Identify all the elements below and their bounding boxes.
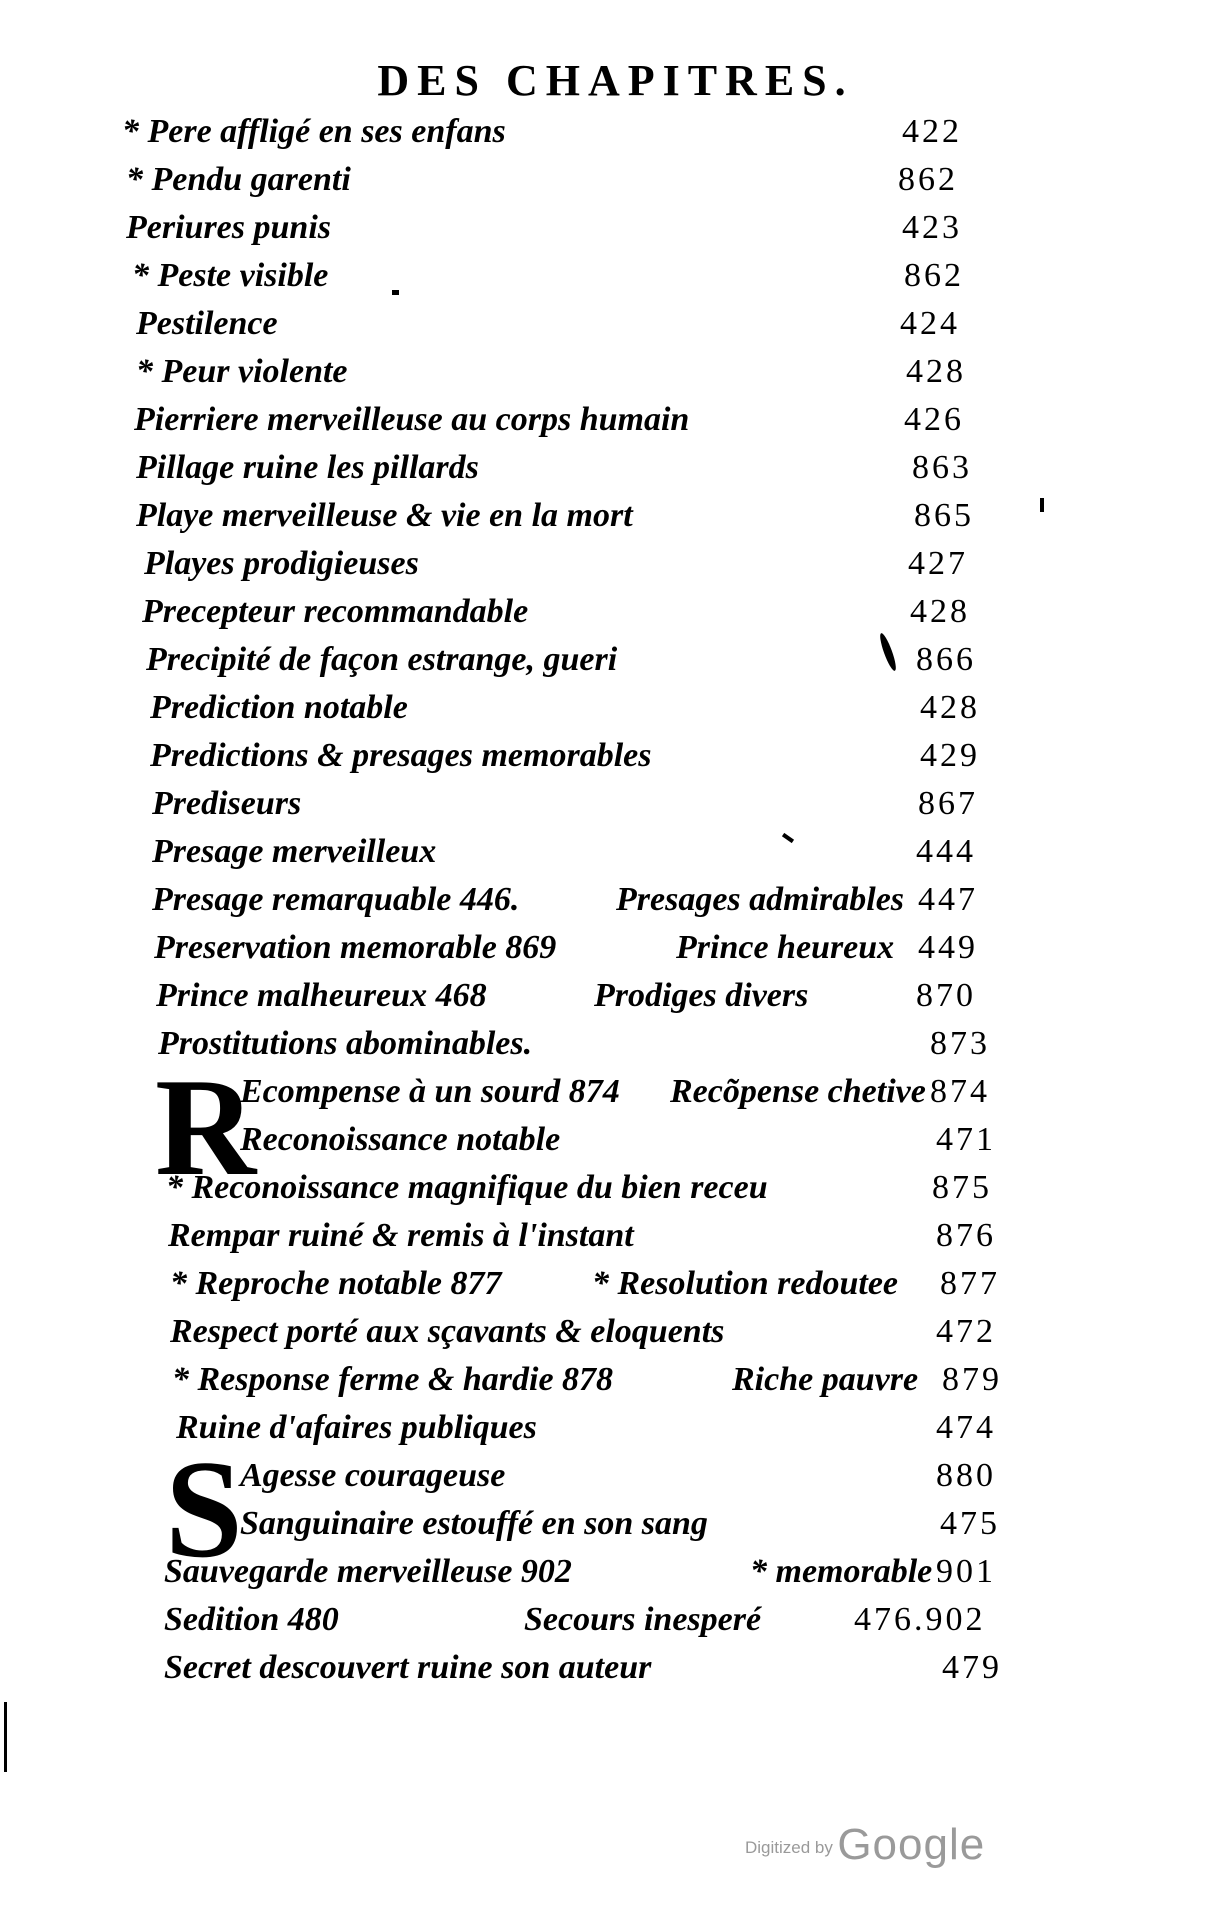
list-item: * Pere affligé en ses enfans 422 xyxy=(122,113,962,150)
list-item: Prediseurs 867 xyxy=(152,785,978,822)
list-item: * Peste visible 862 xyxy=(132,257,964,294)
list-item: Sanguinaire estouffé en son sang 475 xyxy=(240,1505,1000,1542)
page-header: DES CHAPITRES. xyxy=(377,56,854,105)
ink-speck xyxy=(392,290,399,295)
list-item: Prostitutions abominables. 873 xyxy=(158,1025,990,1062)
list-item: Reconoissance notable 471 xyxy=(240,1121,996,1158)
list-item: Prince malheureux 468 Prodiges divers 870 xyxy=(156,977,976,1014)
list-item: Ruine d'afaires publiques 474 xyxy=(176,1409,996,1446)
list-item: Secret descouvert ruine son auteur 479 xyxy=(164,1649,1002,1686)
list-item: Agesse courageuse 880 xyxy=(240,1457,996,1494)
list-item: Playe merveilleuse & vie en la mort 865 xyxy=(136,497,974,534)
list-item: * Reproche notable 877 * Resolution redoutee 877 xyxy=(170,1265,1000,1302)
list-item: Presage merveilleux 444 xyxy=(152,833,976,870)
ink-speck xyxy=(1040,498,1044,512)
drop-cap-r: R xyxy=(155,1050,257,1205)
list-item: Ecompense à un sourd 874 Recõpense chetive 874 xyxy=(240,1073,990,1110)
list-item: * Response ferme & hardie 878 Riche pauvre 879 xyxy=(172,1361,1002,1398)
list-item: Sauvegarde merveilleuse 902 * memorable 901 xyxy=(164,1553,996,1590)
list-item: Preservation memorable 869 Prince heureux 449 xyxy=(154,929,978,966)
list-item: * Reconoissance magnifique du bien receu 875 xyxy=(166,1169,992,1206)
list-item: Playes prodigieuses 427 xyxy=(144,545,968,582)
list-item: Sedition 480 Secours inesperé 476.902 xyxy=(164,1601,986,1638)
list-item: Predictions & presages memorables 429 xyxy=(150,737,980,774)
list-item: Periures punis 423 xyxy=(126,209,962,246)
list-item: Precipité de façon estrange, gueri 866 xyxy=(146,641,976,678)
list-item: * Pendu garenti 862 xyxy=(126,161,958,198)
list-item: Respect porté aux sçavants & eloquents 472 xyxy=(170,1313,996,1350)
list-item: Pillage ruine les pillards 863 xyxy=(136,449,972,486)
list-item: Prediction notable 428 xyxy=(150,689,980,726)
list-item: Precepteur recommandable 428 xyxy=(142,593,970,630)
list-item: * Peur violente 428 xyxy=(136,353,966,390)
list-item: Rempar ruiné & remis à l'instant 876 xyxy=(168,1217,996,1254)
edge-mark xyxy=(4,1702,7,1772)
list-item: Pierriere merveilleuse au corps humain 426 xyxy=(134,401,964,438)
list-item: Pestilence 424 xyxy=(136,305,960,342)
google-logo: Google xyxy=(837,1820,986,1869)
list-item: Presage remarquable 446. Presages admirables 447 xyxy=(152,881,978,918)
digitized-watermark: Digitized by Google xyxy=(745,1820,986,1869)
drop-cap-s: S xyxy=(165,1432,243,1587)
